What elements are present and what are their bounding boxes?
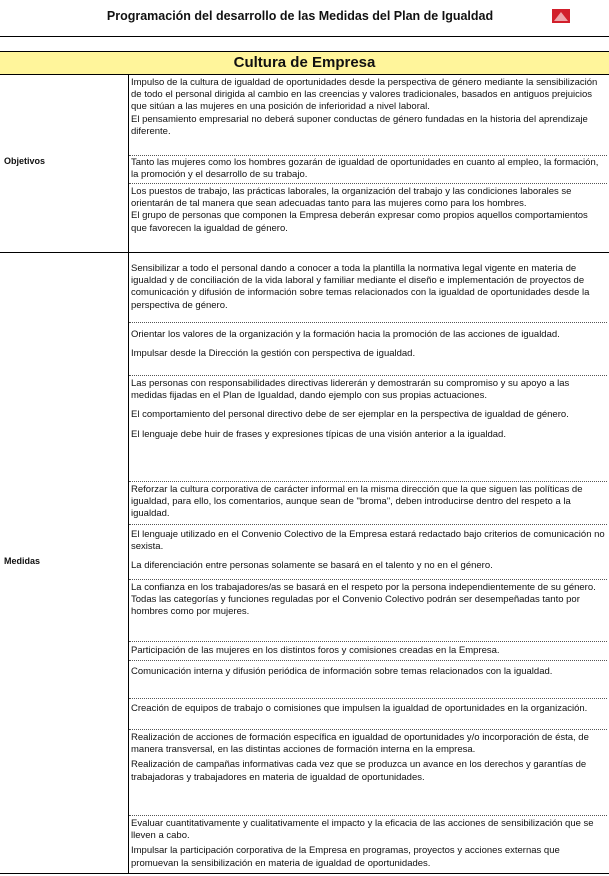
row-separator	[129, 815, 607, 816]
medida-text: Las personas con responsabilidades directivas lidererán y demostrarán su compromiso y su apoyo a las medidas fijadas en el Plan de Igualdad, dando ejemplo con sus propias actuaciones.	[131, 378, 570, 402]
medida-block	[131, 484, 605, 521]
medida-block	[131, 378, 605, 441]
medida-text: Evaluar cuantitativamente y cualitativamente el impacto y la eficacia de las acciones de sensibilización que se lleven a cabo.	[131, 818, 594, 842]
row-separator	[129, 641, 607, 642]
medida-block	[131, 732, 605, 784]
medida-text: La diferenciación entre personas solamente se basará en el talento y no en el género.	[131, 560, 493, 572]
medida-block	[131, 329, 605, 360]
medida-text: Reforzar la cultura corporativa de carácter informal en la misma dirección que la que siguen las políticas de igualdad, para ello, los comentarios, aunque sean de "broma", deben introducirse dentro del respeto a la igualdad.	[131, 484, 583, 520]
row-separator	[129, 579, 607, 580]
section-divider	[0, 252, 609, 253]
medida-block	[131, 645, 605, 657]
page-header	[0, 0, 609, 34]
column-divider	[128, 253, 129, 873]
medida-text: Orientar los valores de la organización y la formación hacia la promoción de las acciones de igualdad.	[131, 329, 560, 340]
row-separator	[129, 322, 607, 323]
medida-block	[131, 666, 605, 678]
objetivos-label: Objetivos	[4, 156, 46, 166]
medida-block	[131, 582, 605, 619]
medidas-label: Medidas	[4, 556, 41, 566]
row-separator	[129, 698, 607, 699]
medida-block	[131, 818, 605, 870]
objetivo-block	[131, 186, 605, 235]
objetivo-block	[131, 157, 605, 181]
medida-text: Creación de equipos de trabajo o comisiones que impulsen la igualdad de oportunidades en la organización.	[131, 703, 588, 714]
medida-text: Todas las categorías y funciones reguladas por el Convenio Colectivo podrán ser desempeñadas tanto por hombres como por mujeres.	[131, 594, 580, 618]
objetivo-block	[131, 77, 605, 138]
header-rule	[0, 36, 609, 37]
row-separator	[129, 729, 607, 730]
medida-text: Impulsar la participación corporativa de la Empresa en programas, proyectos y acciones externas que promuevan la sensibilización en materia de igualdad de oportunidades.	[131, 845, 560, 869]
row-separator	[129, 481, 607, 482]
row-separator	[129, 155, 607, 156]
medida-text: Impulsar desde la Dirección la gestión con perspectiva de igualdad.	[131, 348, 416, 360]
medida-text: El comportamiento del personal directivo debe de ser ejemplar en la perspectiva de igualdad de género.	[131, 409, 569, 421]
column-divider	[128, 75, 129, 252]
company-logo	[550, 6, 572, 28]
row-separator	[129, 524, 607, 525]
medida-block	[131, 263, 605, 312]
medida-text: Participación de las mujeres en los distintos foros y comisiones creadas en la Empresa.	[131, 645, 500, 656]
objetivo-text: Los puestos de trabajo, las prácticas laborales, la organización del trabajo y las condiciones laborales se orientarán de tal manera que sean adecuadas tanto para las mujeres como para los hombres.	[131, 186, 572, 210]
medida-block	[131, 529, 605, 573]
row-separator	[129, 660, 607, 661]
medida-block	[131, 703, 605, 715]
table-bottom-rule	[0, 873, 609, 874]
row-separator	[129, 375, 607, 376]
medida-text: Comunicación interna y difusión periódica de información sobre temas relacionados con la igualdad.	[131, 666, 553, 677]
medida-text: Realización de acciones de formación específica en igualdad de oportunidades y/o incorporación de ésta, de manera transversal, en las distintas acciones de formación interna en la empresa.	[131, 732, 589, 756]
medida-text: El lenguaje debe huir de frases y expresiones típicas de una visión anterior a la igualdad.	[131, 428, 506, 440]
medida-text: Realización de campañas informativas cada vez que se produzca un avance en los derechos y garantías de trabajadoras y trabajadores en materia de igualdad de oportunidades.	[131, 759, 587, 783]
medida-text: El lenguaje utilizado en el Convenio Colectivo de la Empresa estará redactado bajo criterios de comunicación no sexista.	[131, 529, 605, 553]
objetivo-text: Impulso de la cultura de igualdad de oportunidades desde la perspectiva de género mediante la sensibilización de todo el personal dirigida al cambio en las creencias y valores tradicionales, basados en antiguos prejuicios que sitúan a las mujeres en una posición de inferioridad a nivel laboral.	[131, 77, 598, 113]
objetivo-text: El grupo de personas que componen la Empresa deberán expresar como propios aquellos comportamientos que favorecen la igualdad de género.	[131, 210, 588, 234]
page-title: Programación del desarrollo de las Medidas del Plan de Igualdad	[106, 9, 494, 23]
medida-text: Sensibilizar a todo el personal dando a conocer a toda la plantilla la normativa legal vigente en materia de igualdad y de conciliación de la vida laboral y familiar mediante el diseño e implementación de proyectos de comunicación y difusión de información sobre temas relacionados con la igualdad de oportunidades desde la perspectiva de género.	[131, 263, 590, 311]
section-title: Cultura de Empresa	[0, 51, 609, 75]
objetivo-text: El pensamiento empresarial no deberá suponer conductas de género fundadas en la historia del aprendizaje diferente.	[131, 113, 588, 137]
medida-text: La confianza en los trabajadores/as se basará en el respeto por la persona independientemente de su género.	[131, 582, 596, 593]
objetivo-text: Tanto las mujeres como los hombres gozarán de igualdad de oportunidades en cuanto al empleo, la formación, la promoción y el desarrollo de su trabajo.	[131, 157, 599, 181]
row-separator	[129, 183, 607, 184]
